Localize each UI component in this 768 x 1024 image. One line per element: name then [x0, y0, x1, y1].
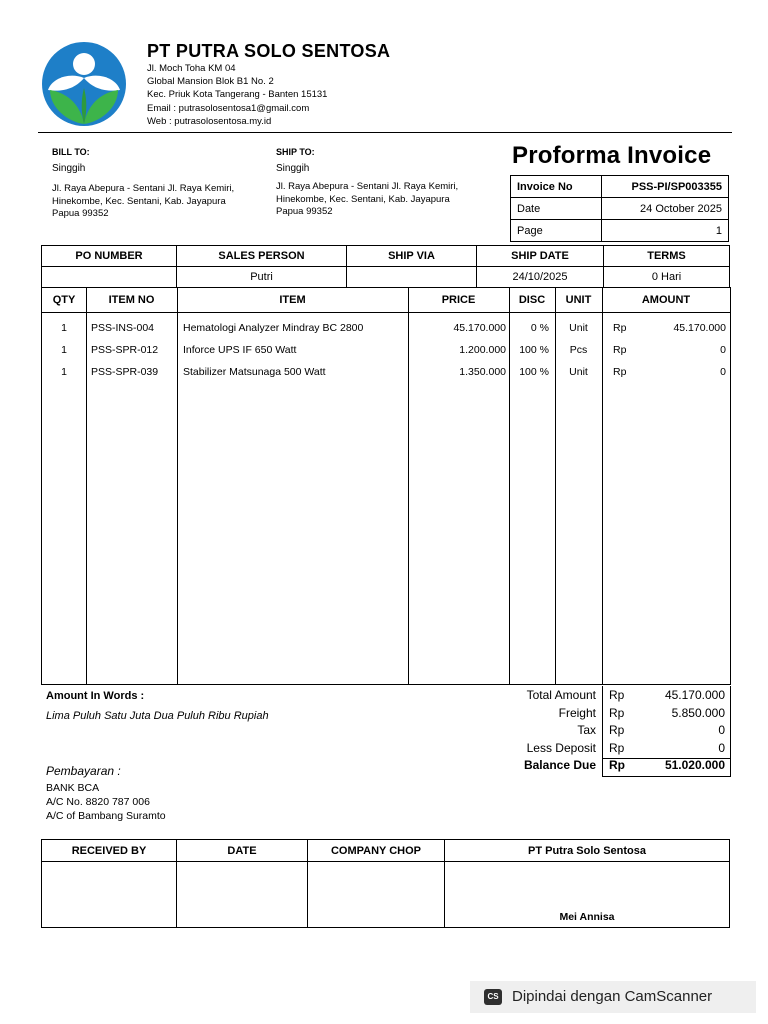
less-deposit-value: 0: [718, 740, 725, 755]
row-price: 1.350.000: [459, 366, 506, 378]
bill-to-address-line: Hinekombe, Kec. Sentani, Kab. Jayapura: [52, 195, 226, 207]
item-no-header: ITEM NO: [108, 294, 155, 306]
bill-to-address-line: Papua 99352: [52, 208, 109, 219]
ship-to-address-line: Hinekombe, Kec. Sentani, Kab. Jayapura: [276, 193, 450, 205]
row-qty: 1: [61, 322, 67, 334]
received-by-cell: [42, 862, 177, 928]
order-info-table: [41, 245, 730, 288]
row-qty: 1: [61, 344, 67, 356]
tax-row: [609, 722, 725, 740]
freight-value: 5.850.000: [671, 705, 725, 720]
ship-to-address: [276, 181, 458, 219]
company-chop-cell: [308, 862, 445, 928]
total-amount-value: 45.170.000: [664, 688, 725, 702]
date-value: 24 October 2025: [602, 198, 729, 220]
header-divider: [38, 132, 732, 133]
bill-to-label: BILL TO:: [52, 147, 90, 157]
camscanner-text: Dipindai dengan CamScanner: [512, 988, 713, 1005]
sales-person-header: SALES PERSON: [177, 246, 347, 267]
balance-due-label: Balance Due: [523, 758, 596, 772]
bank-details: [46, 781, 166, 823]
bank-name: BANK BCA: [46, 782, 100, 794]
currency-label: Rp: [609, 688, 625, 702]
total-amount-label: Total Amount: [526, 688, 596, 702]
freight-label: Freight: [558, 705, 596, 720]
header-divider: [42, 312, 730, 313]
payment-label: Pembayaran :: [46, 764, 121, 778]
bill-to-address: [52, 183, 234, 221]
received-by-header: RECEIVED BY: [42, 840, 177, 862]
table-row: [42, 366, 730, 388]
bill-to-name: Singgih: [52, 163, 86, 174]
amount-header: AMOUNT: [641, 294, 691, 306]
row-item: Hematologi Analyzer Mindray BC 2800: [183, 322, 364, 334]
tax-value: 0: [718, 723, 725, 737]
row-unit: Unit: [569, 366, 588, 378]
ship-date-value: 24/10/2025: [477, 267, 604, 288]
row-amount: 0: [720, 344, 726, 356]
po-number-header: PO NUMBER: [42, 246, 177, 267]
account-number: A/C No. 8820 787 006: [46, 796, 150, 808]
invoice-no-value: PSS-PI/SP003355: [602, 176, 729, 198]
deposit-row: [609, 740, 725, 758]
ship-to-address-line: Jl. Raya Abepura - Sentani Jl. Raya Kemiri,: [276, 181, 459, 192]
company-building: Global Mansion Blok B1 No. 2: [147, 76, 274, 88]
amount-in-words-label: Amount In Words :: [46, 690, 145, 702]
po-number-value: [42, 267, 177, 288]
company-city: Kec. Priuk Kota Tangerang - Banten 15131: [147, 89, 328, 101]
unit-header: UNIT: [565, 294, 592, 306]
totals-values: [609, 687, 725, 775]
row-price: 45.170.000: [453, 322, 506, 334]
date-label: Date: [511, 198, 602, 220]
row-disc: 100 %: [519, 366, 549, 378]
row-price: 1.200.000: [459, 344, 506, 356]
row-item: Inforce UPS IF 650 Watt: [183, 344, 297, 356]
company-street: Jl. Moch Toha KM 04: [147, 63, 236, 74]
terms-value: 0 Hari: [604, 267, 730, 288]
freight-row: [609, 705, 725, 723]
amount-in-words-text: Lima Puluh Satu Juta Dua Puluh Ribu Rupiah: [46, 710, 269, 722]
company-name: PT PUTRA SOLO SENTOSA: [147, 41, 391, 61]
company-address: [147, 62, 327, 128]
currency-label: Rp: [609, 705, 625, 720]
table-row: [42, 322, 730, 344]
company-web: Web : putrasolosentosa.my.id: [147, 115, 272, 127]
ship-date-header: SHIP DATE: [477, 246, 604, 267]
row-disc: 100 %: [519, 344, 549, 356]
less-deposit-label: Less Deposit: [526, 740, 596, 755]
total-amount-row: [609, 687, 725, 705]
company-email: Email : putrasolosentosa1@gmail.com: [147, 102, 310, 114]
currency-label: Rp: [609, 740, 625, 755]
ship-to-address-line: Papua 99352: [276, 206, 333, 217]
invoice-meta-table: [510, 175, 729, 242]
sales-person-value: Putri: [177, 267, 347, 288]
row-unit: Unit: [569, 322, 588, 334]
ship-via-value: [347, 267, 477, 288]
row-item-no: PSS-INS-004: [91, 322, 155, 334]
bill-to-address-line: Jl. Raya Abepura - Sentani Jl. Raya Kemiri,: [52, 183, 235, 194]
signature-table: [41, 839, 730, 928]
ship-to-label: SHIP TO:: [276, 147, 315, 157]
currency-label: Rp: [609, 723, 625, 737]
totals-labels: [480, 687, 596, 775]
table-row: [42, 344, 730, 366]
row-item: Stabilizer Matsunaga 500 Watt: [183, 366, 326, 378]
camscanner-logo-icon: CS: [484, 989, 502, 1005]
items-table: [41, 287, 731, 685]
balance-due-value: 51.020.000: [664, 758, 725, 772]
tax-label: Tax: [577, 723, 596, 737]
page-value: 1: [602, 220, 729, 242]
page-label: Page: [511, 220, 602, 242]
disc-header: DISC: [518, 294, 546, 306]
camscanner-watermark: [470, 981, 756, 1013]
date-header: DATE: [177, 840, 308, 862]
item-header: ITEM: [279, 294, 306, 306]
ship-to-name: Singgih: [276, 163, 310, 174]
row-currency: Rp: [613, 366, 627, 378]
row-amount: 0: [720, 366, 726, 378]
row-qty: 1: [61, 366, 67, 378]
row-item-no: PSS-SPR-012: [91, 344, 159, 356]
terms-header: TERMS: [604, 246, 730, 267]
row-amount: 45.170.000: [673, 322, 726, 334]
price-header: PRICE: [441, 294, 476, 306]
document-title: Proforma Invoice: [512, 142, 712, 169]
company-chop-header: COMPANY CHOP: [308, 840, 445, 862]
row-unit: Pcs: [569, 344, 588, 356]
qty-header: QTY: [52, 294, 76, 306]
signer-name: Mei Annisa: [445, 862, 730, 928]
row-currency: Rp: [613, 344, 627, 356]
row-currency: Rp: [613, 322, 627, 334]
balance-due-row: [609, 757, 725, 775]
company-logo: [40, 42, 130, 126]
ship-via-header: SHIP VIA: [347, 246, 477, 267]
currency-label: Rp: [609, 758, 625, 772]
row-disc: 0 %: [530, 322, 549, 334]
row-item-no: PSS-SPR-039: [91, 366, 159, 378]
date-cell: [177, 862, 308, 928]
invoice-no-label: Invoice No: [511, 176, 602, 198]
company-signature-header: PT Putra Solo Sentosa: [445, 840, 730, 862]
account-holder: A/C of Bambang Suramto: [46, 810, 166, 822]
